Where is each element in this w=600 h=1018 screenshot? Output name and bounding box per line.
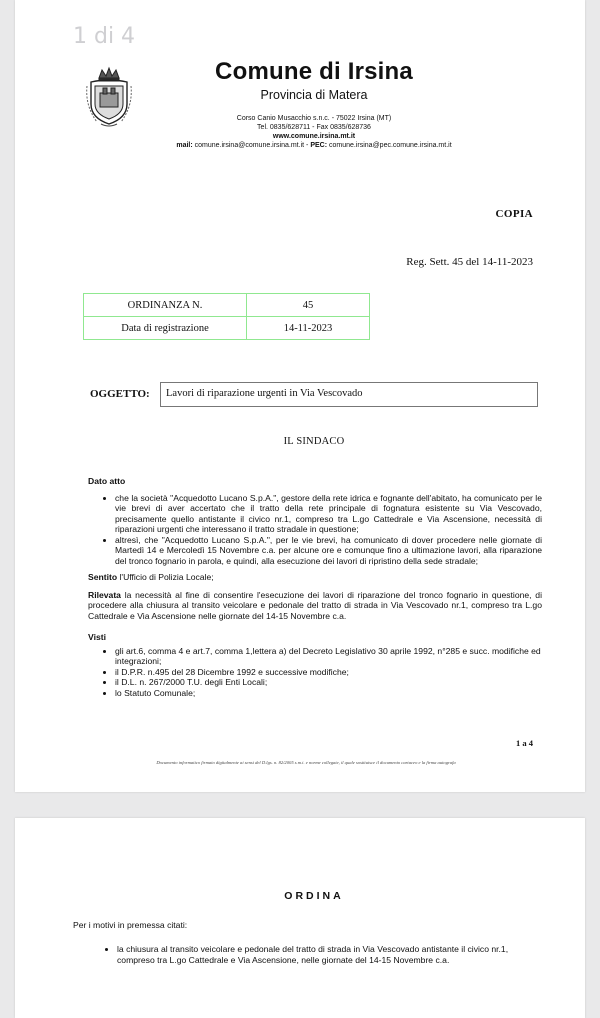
list-item: • la chiusura al transito veicolare e pedonale del tratto di strada in Via Vescovado antistante il civico nr.1, compreso tra L.go Cattedrale e Via Ascensione, nelle giornate del 14-15 Novembre c.a. [117,944,533,966]
ordina-heading: ORDINA [284,890,344,902]
table-cell-label: Data di registrazione [84,317,247,340]
document-page-1 [15,0,585,792]
mail-line: mail: comune.irsina@comune.irsina.mt.it - PEC: comune.irsina@pec.comune.irsina.mt.it [176,142,452,149]
page-number: 1 a 4 [516,738,533,748]
list-item: • altresì, che "Acquedotto Lucano S.p.A.", per le vie brevi, ha comunicato di dover procedere nelle giornate di Martedì 14 e Mercoledì 15 Novembre c.a. per alcune ore e comunque fino a ultimazione lavori, alla riparazione del tronco fognario in parola, e quindi, alla esecuzione dei lavori di ripristino della sede stradale; [115,535,542,567]
list-item: • il D.P.R. n.495 del 28 Dicembre 1992 e successive modifiche; [115,667,542,678]
ordina-list [73,944,533,966]
address-line: Corso Canio Musacchio s.n.c. - 75022 Irsina (MT) [236,115,392,122]
page-indicator: 1 di 4 [73,24,136,49]
il-sindaco-heading: IL SINDACO [283,436,345,447]
list-item: • lo Statuto Comunale; [115,688,542,699]
document-page-2 [15,818,585,1018]
rilevata-paragraph: Rilevata la necessità al fine di consentire l'esecuzione dei lavori di riparazione del tronco fognario in questione, di procedere alla chiusura al transito veicolare e pedonale del tratto di strada in Via Vescovado nr.1, compreso tra L.go Cattedrale e Via Ascensione nelle giornate del 14-15 Novembre c.a. [88,589,542,621]
copia-label: COPIA [495,208,533,220]
section-heading: Visti [88,632,106,642]
website-line: www.comune.irsina.mt.it [272,133,356,140]
registration-sector: Reg. Sett. 45 del 14-11-2023 [406,256,533,268]
digital-signature-footer: Documento informatico firmato digitalmente ai sensi del D.lgs. n. 82/2005 s.m.i. e norme collegate, il quale sostituisce il documento cartaceo e la firma autografa [156,760,456,765]
province-name: Provincia di Matera [260,88,368,102]
ordinance-table [83,293,370,340]
list-item: • gli art.6, comma 4 e art.7, comma 1,lettera a) del Decreto Legislativo 30 aprile 1992, n°285 e succ. modifiche ed integrazioni; [115,646,542,667]
list-item: • il D.L. n. 267/2000 T.U. degli Enti Locali; [115,677,542,688]
sentito-paragraph: Sentito l'Ufficio di Polizia Locale; [88,572,214,582]
dato-atto-section [88,476,542,698]
table-cell-value: 14-11-2023 [247,317,370,340]
table-row [84,294,370,317]
oggetto-field: Lavori di riparazione urgenti in Via Vescovado [160,382,538,407]
table-cell-value: 45 [247,294,370,317]
municipality-title: Comune di Irsina [215,58,413,85]
phone-fax-line: Tel. 0835/628711 - Fax 0835/628736 [257,124,371,131]
section-heading: Dato atto [88,476,126,486]
premessa-line: Per i motivi in premessa citati: [73,920,188,930]
table-row [84,317,370,340]
oggetto-label: OGGETTO: [90,388,150,400]
table-cell-label: ORDINANZA N. [84,294,247,317]
list-item: • che la società "Acquedotto Lucano S.p.A.", gestore della rete idrica e fognante dell'abitato, ha comunicato per le vie brevi di aver accertato che il tratto della rete principale di fognatura esistente su Via Vescovado, precisamente quello antistante il civico nr.1, compreso tra L.go Cattedrale e Via Ascensione, necessità di riparazioni urgenti che interessano il tratto stradale in questione; [115,493,542,535]
